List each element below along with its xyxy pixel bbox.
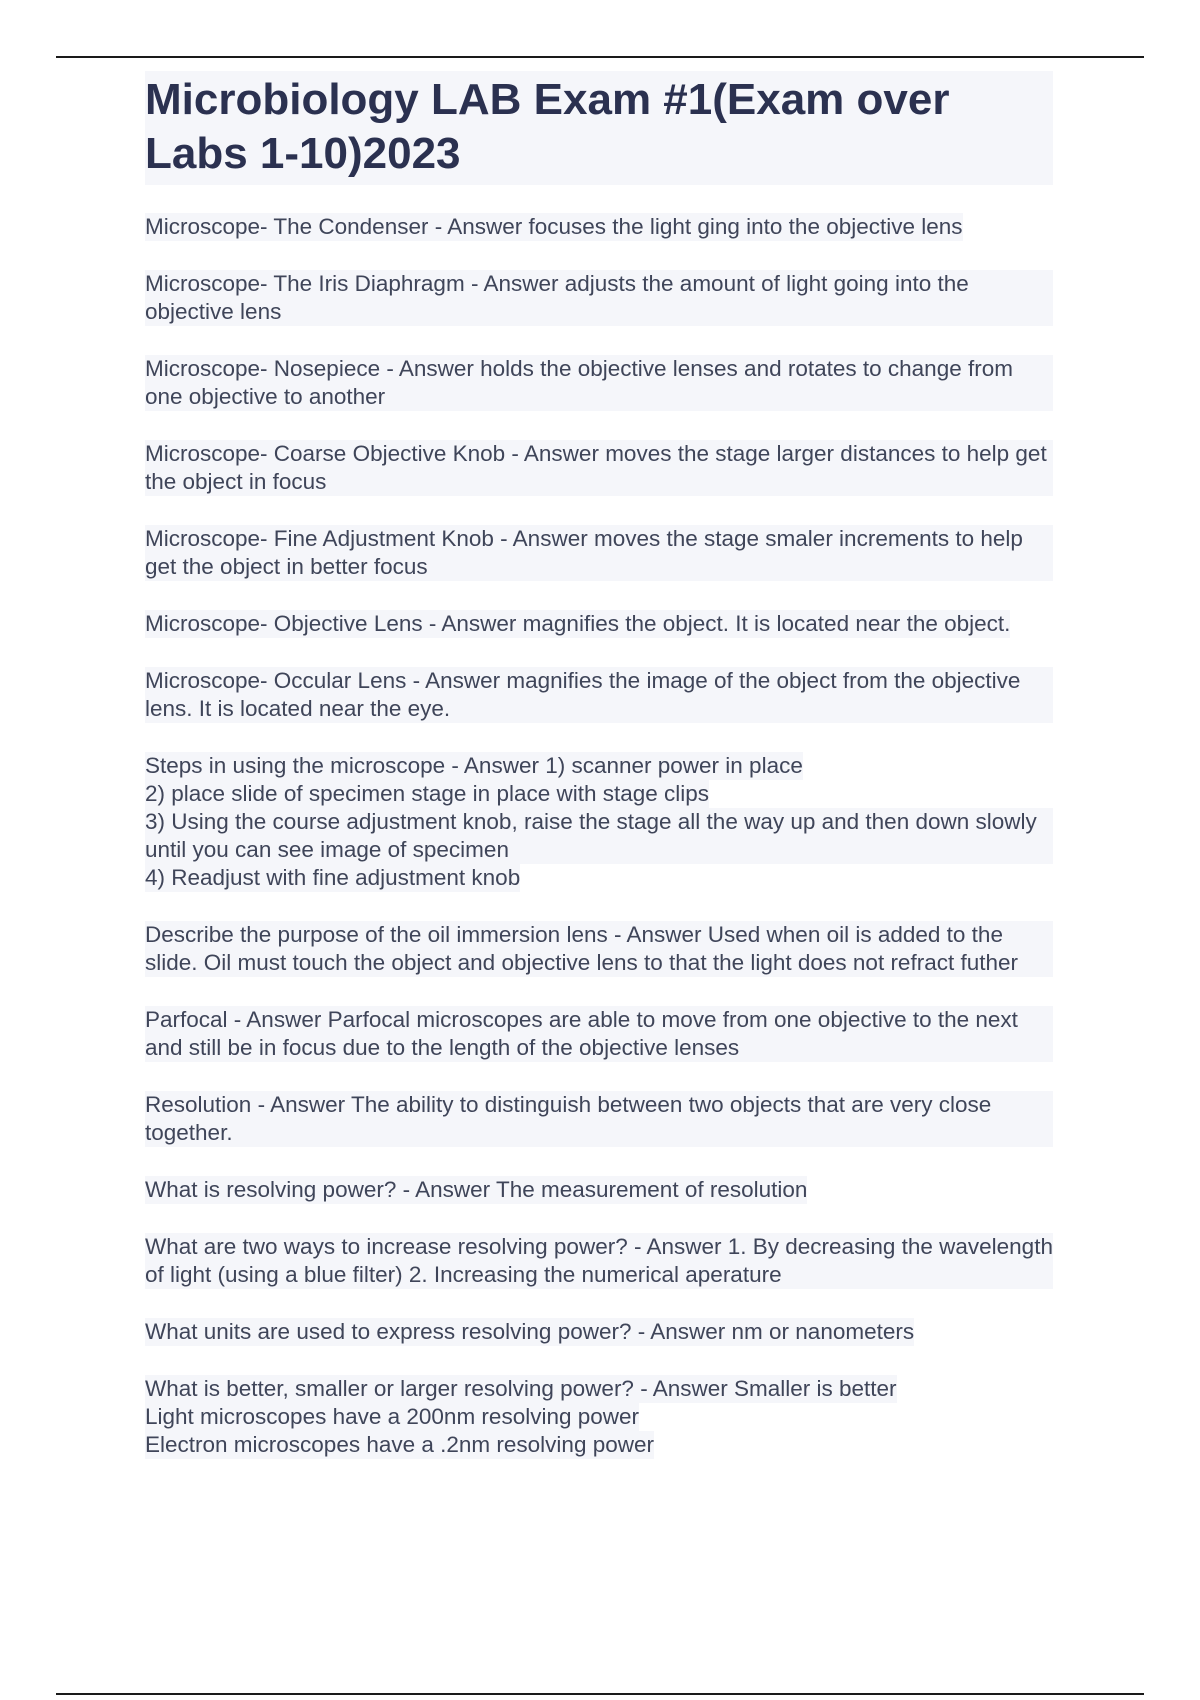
answer-separator: - Answer xyxy=(428,214,529,239)
answer-text: nm or nanometers xyxy=(731,1319,915,1344)
qa-entry xyxy=(145,752,1053,892)
question-text: Microscope- The Iris Diaphragm xyxy=(145,271,465,296)
qa-first-line xyxy=(145,270,1053,326)
answer-text: magnifies the image of the object from the objective lens. It is located near the eye. xyxy=(145,668,1021,721)
answer-text: Parfocal microscopes are able to move from one objective to the next and still be in focus due to the length of the objective lenses xyxy=(145,1007,1018,1060)
answer-text: 1) scanner power in place xyxy=(545,753,803,778)
qa-entry xyxy=(145,1375,1053,1459)
question-text: Microscope- Occular Lens xyxy=(145,668,407,693)
answer-text: magnifies the object. It is located near the object. xyxy=(522,611,1011,636)
question-text: Microscope- The Condenser xyxy=(145,214,429,239)
answer-separator: - Answer xyxy=(406,668,507,693)
qa-entry xyxy=(145,1006,1053,1062)
qa-entry xyxy=(145,667,1053,723)
answer-text: holds the objective lenses and rotates to change from one objective to another xyxy=(145,356,1013,409)
qa-entry xyxy=(145,213,1053,241)
answer-continuation-line: 3) Using the course adjustment knob, raise the stage all the way up and then down slowly until you can see image of specimen xyxy=(145,808,1053,864)
qa-first-line xyxy=(145,921,1053,977)
answer-separator: - Answer xyxy=(607,922,708,947)
question-text: What are two ways to increase resolving power? xyxy=(145,1234,628,1259)
qa-first-line xyxy=(145,213,963,241)
question-text: Microscope- Fine Adjustment Knob xyxy=(145,526,494,551)
question-text: What is better, smaller or larger resolving power? xyxy=(145,1376,634,1401)
qa-entry xyxy=(145,1318,1053,1346)
answer-separator: - Answer xyxy=(380,356,481,381)
answer-continuation-line: 4) Readjust with fine adjustment knob xyxy=(145,865,521,890)
question-text: Microscope- Objective Lens xyxy=(145,611,423,636)
answer-text: 1. By decreasing the wavelength of light (using a blue filter) 2. Increasing the numerical aperature xyxy=(145,1234,1053,1287)
qa-first-line xyxy=(145,525,1053,581)
qa-first-line xyxy=(145,1091,1053,1147)
answer-separator: - Answer xyxy=(445,753,546,778)
answer-continuation-line: 2) place slide of specimen stage in place with stage clips xyxy=(145,781,710,806)
bottom-rule xyxy=(56,1693,1144,1695)
question-text: Microscope- Coarse Objective Knob xyxy=(145,441,506,466)
answer-continuation-line: Electron microscopes have a .2nm resolving power xyxy=(145,1432,654,1457)
answer-separator: - Answer xyxy=(627,1234,728,1259)
answer-separator: - Answer xyxy=(631,1319,732,1344)
answer-separator: - Answer xyxy=(464,271,565,296)
qa-entry xyxy=(145,610,1053,638)
question-text: Microscope- Nosepiece xyxy=(145,356,381,381)
qa-entry xyxy=(145,440,1053,496)
answer-separator: - Answer xyxy=(633,1376,734,1401)
qa-entry xyxy=(145,270,1053,326)
answer-text: adjusts the amount of light going into the objective lens xyxy=(145,271,969,324)
question-text: Resolution xyxy=(145,1092,252,1117)
answer-separator: - Answer xyxy=(505,441,606,466)
answer-separator: - Answer xyxy=(396,1177,496,1202)
qa-entry xyxy=(145,355,1053,411)
answer-text: The measurement of resolution xyxy=(495,1177,808,1202)
answer-text: The ability to distinguish between two objects that are very close together. xyxy=(145,1092,992,1145)
qa-first-line xyxy=(145,1006,1053,1062)
answer-separator: - Answer xyxy=(227,1007,328,1032)
answer-separator: - Answer xyxy=(251,1092,351,1117)
question-text: What units are used to express resolving power? xyxy=(145,1319,632,1344)
qa-first-line xyxy=(145,1318,914,1346)
question-text: What is resolving power? xyxy=(145,1177,397,1202)
qa-first-line xyxy=(145,610,1010,638)
answer-text: Used when oil is added to the slide. Oil must touch the object and objective lens to that the light does not refract futher xyxy=(145,922,1018,975)
qa-entry xyxy=(145,1233,1053,1289)
qa-first-line xyxy=(145,355,1053,411)
qa-first-line xyxy=(145,1176,807,1204)
qa-entry xyxy=(145,1091,1053,1147)
document-title: Microbiology LAB Exam #1(Exam over Labs 1-10)2023 xyxy=(145,71,1053,185)
document-body xyxy=(145,71,1053,1488)
qa-entry xyxy=(145,525,1053,581)
qa-first-line xyxy=(145,440,1053,496)
answer-continuation-line: Light microscopes have a 200nm resolving power xyxy=(145,1404,640,1429)
qa-first-line xyxy=(145,667,1053,723)
qa-entry xyxy=(145,921,1053,977)
qa-list xyxy=(145,213,1053,1459)
top-rule xyxy=(56,56,1144,58)
answer-separator: - Answer xyxy=(493,526,594,551)
question-text: Steps in using the microscope xyxy=(145,753,446,778)
answer-text: focuses the light ging into the objective lens xyxy=(528,214,963,239)
question-text: Describe the purpose of the oil immersion lens xyxy=(145,922,608,947)
answer-text: moves the stage smaler increments to help get the object in better focus xyxy=(145,526,1023,579)
qa-first-line xyxy=(145,1233,1053,1289)
qa-first-line xyxy=(145,1375,897,1403)
qa-entry xyxy=(145,1176,1053,1204)
answer-text: moves the stage larger distances to help get the object in focus xyxy=(145,441,1047,494)
qa-first-line xyxy=(145,752,803,780)
answer-text: Smaller is better xyxy=(733,1376,897,1401)
question-text: Parfocal xyxy=(145,1007,228,1032)
answer-separator: - Answer xyxy=(422,611,523,636)
